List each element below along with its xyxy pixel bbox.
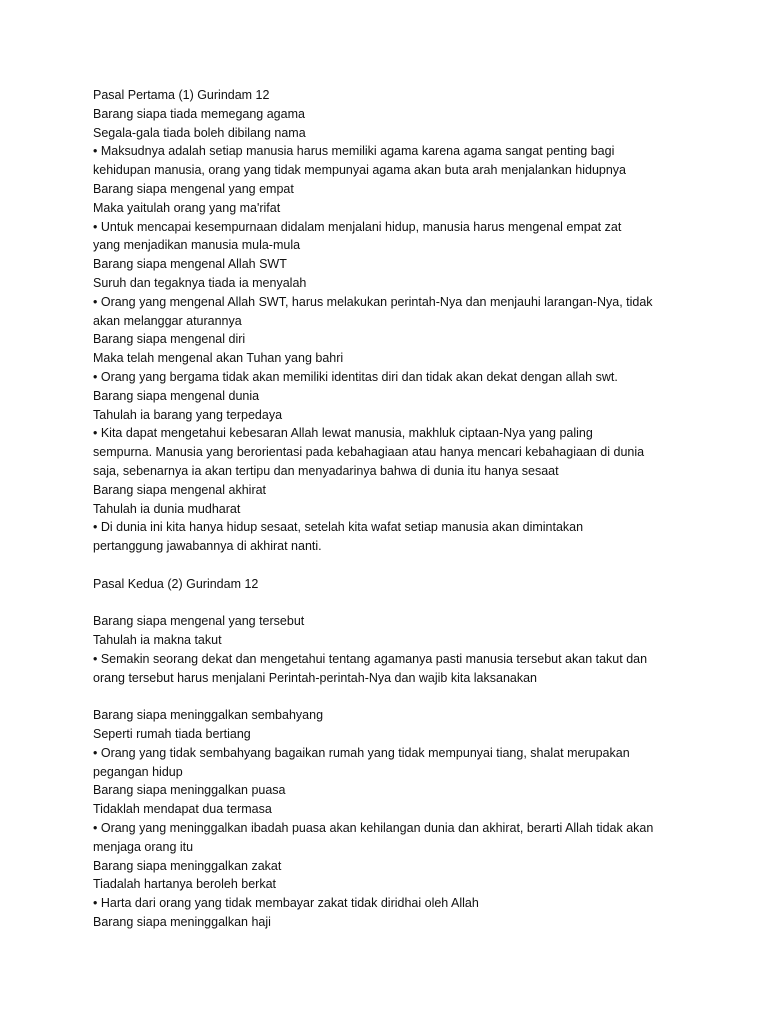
explanation-line: orang tersebut harus menjalani Perintah-perintah-Nya dan wajib kita laksanakan: [93, 670, 538, 685]
explanation-line: sempurna. Manusia yang berorientasi pada kebahagiaan atau hanya mencari kebahagiaan di dunia: [93, 445, 645, 460]
verse-line: Barang siapa mengenal diri: [93, 332, 246, 347]
verse-line: Barang siapa mengenal dunia: [93, 388, 260, 403]
verse-line: Tidaklah mendapat dua termasa: [93, 802, 272, 817]
section-heading: Pasal Kedua (2) Gurindam 12: [93, 576, 259, 591]
explanation-line: menjaga orang itu: [93, 839, 194, 854]
explanation-line: • Untuk mencapai kesempurnaan didalam menjalani hidup, manusia harus mengenal empat zat: [93, 219, 622, 234]
verse-line: Tahulah ia makna takut: [93, 633, 222, 648]
verse-line: Barang siapa tiada memegang agama: [93, 106, 305, 121]
verse-line: Tiadalah hartanya beroleh berkat: [93, 877, 276, 892]
section-heading: Pasal Pertama (1) Gurindam 12: [93, 88, 270, 102]
document-page: [93, 86, 693, 932]
verse-line: Seperti rumah tiada bertiang: [93, 727, 251, 742]
verse-line: Barang siapa mengenal akhirat: [93, 482, 267, 497]
explanation-line: pegangan hidup: [93, 764, 183, 779]
verse-line: Tahulah ia barang yang terpedaya: [93, 407, 283, 422]
explanation-line: • Orang yang mengenal Allah SWT, harus melakukan perintah-Nya dan menjauhi larangan-Nya, tidak: [93, 294, 653, 309]
explanation-line: yang menjadikan manusia mula-mula: [93, 238, 301, 253]
blank-line: [93, 594, 693, 613]
verse-line: Segala-gala tiada boleh dibilang nama: [93, 125, 306, 140]
explanation-line: • Orang yang meninggalkan ibadah puasa akan kehilangan dunia dan akhirat, berarti Allah tidak akan: [93, 821, 654, 836]
explanation-line: • Orang yang bergama tidak akan memiliki identitas diri dan tidak akan dekat dengan allah swt.: [93, 369, 618, 384]
verse-line: Barang siapa meninggalkan puasa: [93, 783, 286, 798]
verse-line: Suruh dan tegaknya tiada ia menyalah: [93, 275, 307, 290]
explanation-line: kehidupan manusia, orang yang tidak mempunyai agama akan buta arah menjalankan hidupnya: [93, 163, 626, 178]
verse-line: Tahulah ia dunia mudharat: [93, 501, 241, 516]
verse-line: Barang siapa meninggalkan sembahyang: [93, 708, 324, 723]
explanation-line: saja, sebenarnya ia akan tertipu dan menyadarinya bahwa di dunia itu hanya sesaat: [93, 463, 559, 478]
explanation-line: • Semakin seorang dekat dan mengetahui tentang agamanya pasti manusia tersebut akan takut dan: [93, 651, 648, 666]
explanation-line: • Di dunia ini kita hanya hidup sesaat, setelah kita wafat setiap manusia akan dimintakan: [93, 520, 584, 535]
blank-line: [93, 556, 693, 575]
explanation-line: • Harta dari orang yang tidak membayar zakat tidak diridhai oleh Allah: [93, 896, 479, 911]
explanation-line: • Kita dapat mengetahui kebesaran Allah lewat manusia, makhluk ciptaan-Nya yang paling: [93, 426, 593, 441]
explanation-line: • Orang yang tidak sembahyang bagaikan rumah yang tidak mempunyai tiang, shalat merupakan: [93, 745, 630, 760]
explanation-line: akan melanggar aturannya: [93, 313, 242, 328]
blank-line: [93, 688, 693, 707]
verse-line: Maka yaitulah orang yang ma'rifat: [93, 200, 281, 215]
verse-line: Maka telah mengenal akan Tuhan yang bahri: [93, 351, 344, 366]
explanation-line: pertanggung jawabannya di akhirat nanti.: [93, 539, 322, 554]
verse-line: Barang siapa meninggalkan haji: [93, 915, 271, 930]
verse-line: Barang siapa mengenal Allah SWT: [93, 257, 287, 272]
verse-line: Barang siapa mengenal yang tersebut: [93, 614, 305, 629]
explanation-line: • Maksudnya adalah setiap manusia harus memiliki agama karena agama sangat penting bagi: [93, 144, 615, 159]
verse-line: Barang siapa mengenal yang empat: [93, 181, 294, 196]
verse-line: Barang siapa meninggalkan zakat: [93, 858, 282, 873]
